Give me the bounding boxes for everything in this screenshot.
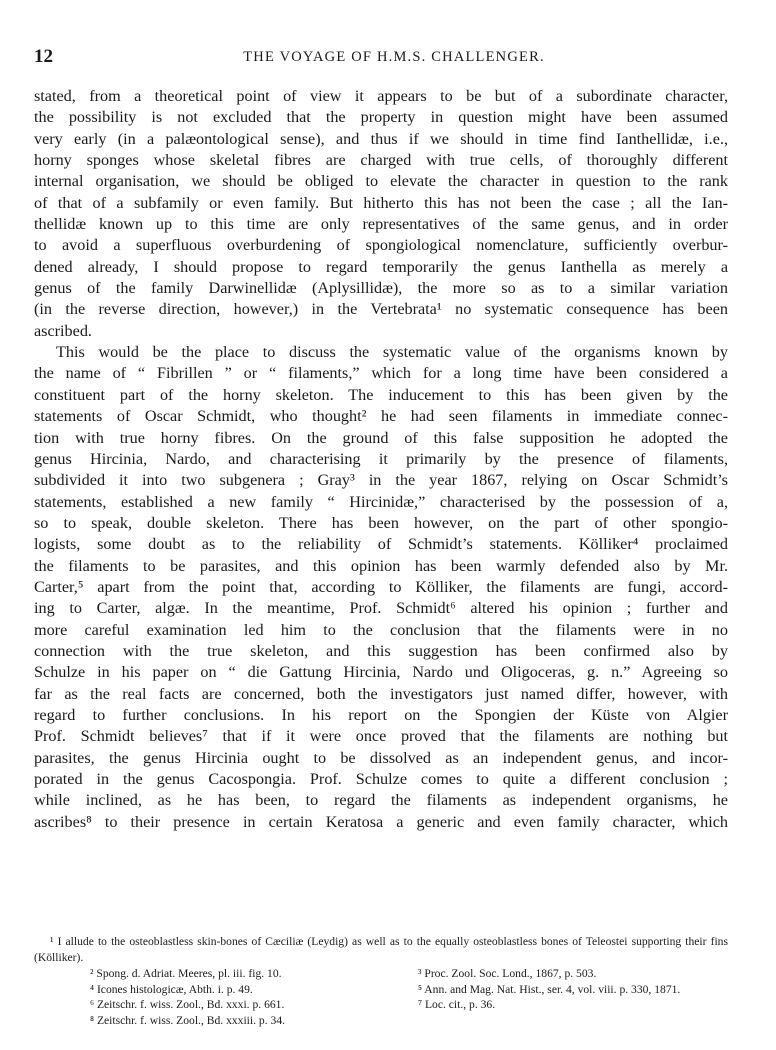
text-line: subdivided it into two subgenera ; Gray³ in the year 1867, relying on Oscar Schmidt’s — [34, 471, 728, 490]
text-line: porated in the genus Cacospongia. Prof. Schulze comes to quite a different conclusion ; — [34, 770, 728, 788]
text-line: parasites, the genus Hircinia ought to be dissolved as an independent genus, and incor- — [34, 748, 728, 767]
text-line: thellidæ known up to this time are only representatives of the same genus, and in order — [34, 215, 728, 234]
text-line: of that of a subfamily or even family. But hitherto this has not been the case ; all the Ian- — [34, 193, 728, 212]
text-line: the name of “ Fibrillen ” or “ filaments,” which for a long time have been considered a — [34, 364, 728, 383]
body-text — [34, 86, 728, 833]
text-line: ascribed. — [34, 321, 92, 340]
text-line: very early (in a palæontological sense), and thus if we should in time find Ianthellidæ, i.e., — [34, 129, 728, 148]
footnote-8: ⁸ Zeitschr. f. wiss. Zool., Bd. xxxiii. p. 34. — [90, 1013, 286, 1027]
text-line: connection with the true skeleton, and this suggestion has been confirmed also by — [34, 641, 728, 660]
text-line: ascribes⁸ to their presence in certain Keratosa a generic and even family character, which — [34, 812, 728, 831]
page-number: 12 — [34, 46, 53, 67]
text-line: the filaments to be parasites, and this opinion has been warmly defended also by Mr. — [34, 556, 728, 575]
text-line: Carter,⁵ apart from the point that, according to Kölliker, the filaments are fungi, accord- — [34, 577, 728, 596]
footnote-6: ⁶ Zeitschr. f. wiss. Zool., Bd. xxxi. p. 661. — [90, 998, 285, 1011]
text-line: internal organisation, we should be obliged to elevate the character in question to the rank — [34, 172, 728, 191]
text-line: far as the real facts are concerned, both the investigators just named differ, however, with — [34, 684, 728, 703]
text-line: statements of Oscar Schmidt, who thought² he had seen filaments in immediate connec- — [34, 407, 728, 426]
text-line: Schulze in his paper on “ die Gattung Hircinia, Nardo und Oligoceras, g. n.” Agreeing so — [34, 663, 728, 682]
text-line: statements, established a new family “ Hircinidæ,” characterised by the possession of a, — [34, 492, 728, 511]
text-line: constituent part of the horny skeleton. The inducement to this has been given by the — [34, 385, 728, 404]
text-line: to avoid a superfluous overburdening of spongiological nomenclature, sufficiently overbur- — [34, 236, 728, 255]
footnote-2: ² Spong. d. Adriat. Meeres, pl. iii. fig. 10. — [90, 967, 282, 980]
text-line: (in the reverse direction, however,) in the Vertebrata¹ no systematic consequence has been — [34, 300, 728, 319]
text-line: dened already, I should propose to regard temporarily the genus Ianthella as merely a — [34, 257, 728, 276]
text-line: genus of the family Darwinellidæ (Aplysillidæ), the more so as to a similar variation — [34, 279, 728, 298]
text-line: ing to Carter, algæ. In the meantime, Prof. Schmidt⁶ altered his opinion ; further and — [34, 599, 728, 618]
footnote-4: ⁴ Icones histologicæ, Abth. i. p. 49. — [90, 982, 253, 996]
text-line: Prof. Schmidt believes⁷ that if it were once proved that the filaments are nothing but — [34, 727, 728, 746]
text-line: logists, some doubt as to the reliability of Schmidt’s statements. Kölliker⁴ proclaimed — [34, 535, 728, 554]
text-line: This would be the place to discuss the systematic value of the organisms known by — [56, 343, 728, 362]
footnote-grid — [34, 966, 728, 1028]
footnotes — [34, 934, 728, 1028]
running-title: THE VOYAGE OF H.M.S. CHALLENGER. — [243, 49, 545, 65]
paragraph-2 — [34, 342, 728, 833]
paragraph-1 — [34, 86, 728, 342]
text-line: while inclined, as he has been, to regard the filaments as independent organisms, he — [34, 791, 728, 810]
footnote-3: ³ Proc. Zool. Soc. Lond., 1867, p. 503. — [418, 967, 597, 980]
text-line: genus Hircinia, Nardo, and characterising it primarily by the presence of filaments, — [34, 449, 728, 468]
text-line: stated, from a theoretical point of view it appears to be but of a subordinate character, — [34, 87, 728, 105]
footnote-1: ¹ I allude to the osteoblastless skin-bones of Cæciliæ (Leydig) as well as to the equally osteoblastless bones of Teleostei supporting their fins (Kölliker). — [34, 935, 728, 964]
text-line: tion with true horny fibres. On the ground of this false supposition he adopted the — [34, 428, 728, 447]
text-line: so to speak, double skeleton. There has been however, on the part of other spongio- — [34, 513, 728, 532]
text-line: the possibility is not excluded that the property in question might have been assumed — [34, 108, 728, 127]
footnote-7: ⁷ Loc. cit., p. 36. — [418, 998, 496, 1011]
text-line: regard to further conclusions. In his report on the Spongien der Küste von Algier — [34, 705, 728, 724]
footnote-5: ⁵ Ann. and Mag. Nat. Hist., ser. 4, vol. viii. p. 330, 1871. — [418, 982, 681, 996]
text-line: horny sponges whose skeletal fibres are charged with true cells, of thoroughly different — [34, 151, 728, 170]
text-line: more careful examination led him to the conclusion that the filaments were in no — [34, 620, 728, 639]
page-header — [34, 46, 734, 70]
